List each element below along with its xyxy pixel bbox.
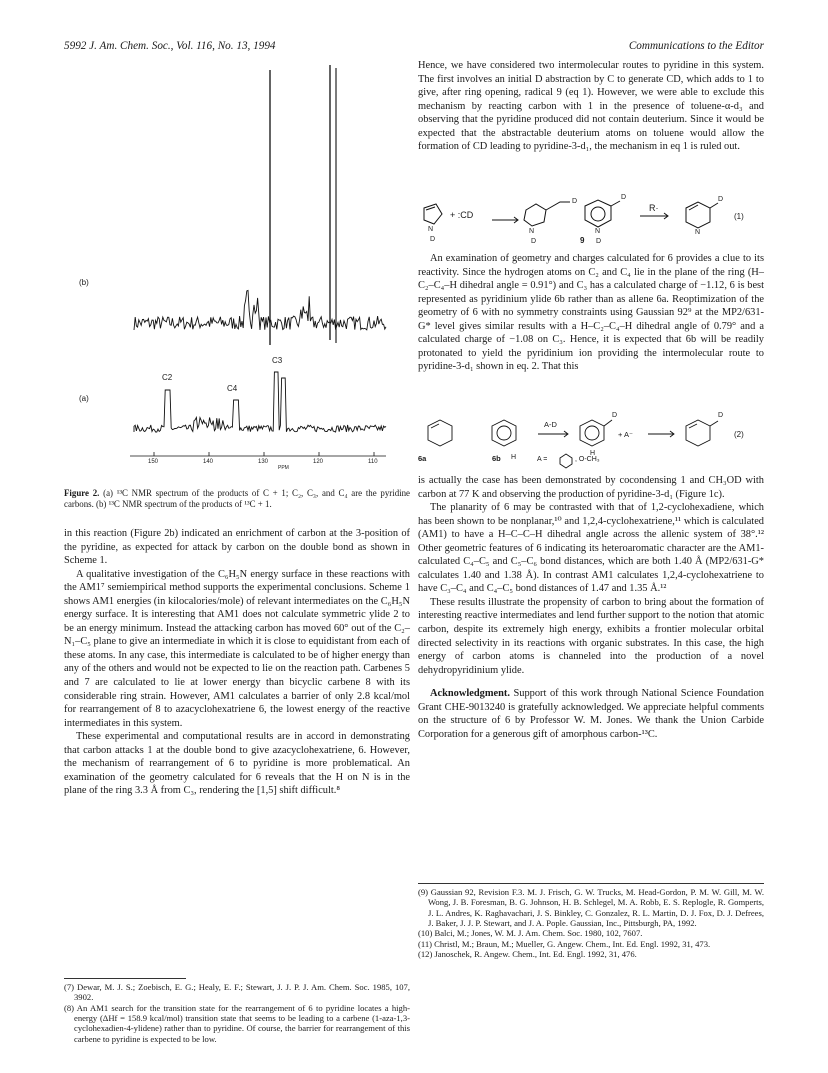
acknowledgment-heading: Acknowledgment.	[430, 688, 510, 700]
equation-1-nitrogen-c: N	[595, 228, 601, 235]
axis-tick-120: 120	[313, 459, 324, 465]
running-header-journal: 5992 J. Am. Chem. Soc., Vol. 116, No. 13, 1994	[64, 40, 276, 52]
left-footnote-rule	[64, 978, 186, 979]
equation-2-number: (2)	[734, 430, 744, 439]
equation-2-deuterium-a: D	[612, 412, 618, 419]
equation-2-hydrogen-b: H	[590, 450, 596, 457]
right-paragraph-3: is actually the case has been demonstrated by cocondensing 1 and CH₃OD with carbon at 77 K and observing the production of pyridine-3-d₁ (Figure 1c).	[418, 475, 764, 500]
acknowledgment	[418, 687, 764, 741]
equation-1-number: (1)	[734, 212, 744, 221]
right-paragraph-1: Hence, we have considered two intermolecular routes to pyridine in this system. The first involves an initial D abstraction by C to generate CD, which adds to 1 to give, after ring opening, radical 9 (eq 1). However, we were able to exclude this mechanism by reacting carbon with 1 in the presence of toluene-α-d₃ and observing that the pyridine produced did not contain deuterium. Since it would be expected that the abstractable deuterium atoms on toluene would allow the formation of CD leading to pyridine-3-d₁, the mechanism in eq 1 is ruled out.	[418, 60, 764, 153]
equation-1-structures	[418, 196, 764, 250]
axis-tick-110: 110	[368, 459, 378, 465]
left-footnotes	[64, 982, 410, 1044]
right-paragraph-2-text: An examination of geometry and charges calculated for 6 provides a clue to its reactivity. Since the hydrogen atoms on C₂ and C₄ lie in the plane of the ring (H–C₂–C₄–H dihedral angle = 0.91°) and C₃ has a calculated charge of −1.12, 6 is best represented as pyridinium ylide 6b rather than as allene 6a. Reoptimization of the geometry of 6 with no symmetry constraints using Gaussian 92⁹ at the MP2/631-G* level gives similar results with a H–C₂–C₄–H dihedral angle of 0.79° and a calculated charge of −1.08 on C₃. Hence, it is expected that 6b will be readily protonated to yield the pyridinium ion providing the intermolecular route to pyridine-3-d₁ shown in eq. 2. That this	[418, 253, 764, 373]
left-column-body	[64, 527, 410, 798]
equation-1-deuterium-a: D	[430, 236, 436, 243]
right-paragraph-5: These results illustrate the propensity of carbon to bring about the formation of interesting reactive intermediates and lend further support to the notion that atomic carbon, despite its extremely high energy, exhibits a frontier molecular orbital directed selectivity in its reactions with organic substrates. In this case, the high energy of carbon atoms is channeled into the production of a novel dehydropyridinium ylide.	[418, 596, 764, 676]
equation-2-a-definition-2: , O-CH₃	[575, 456, 600, 463]
right-footnote-rule	[418, 883, 764, 884]
equation-1-deuterium-e: D	[621, 194, 627, 201]
equation-1-deuterium-b: D	[572, 198, 578, 205]
figure-caption-text: (a) ¹³C NMR spectrum of the products of C + 1; C₂, C₃, and C₄ are the pyridine carbons. (b) ¹³C NMR spectrum of the products of ¹³C + 1.	[64, 488, 410, 509]
equation-2-label-6a: 6a	[418, 454, 427, 463]
right-footnotes	[418, 887, 764, 959]
left-paragraph-3: These experimental and computational results are in accord in demonstrating that carbon attacks 1 at the double bond to give azacyclohexatriene, 6. However, the mechanism of rearrangement of 6 to pyridine is more problematical. An examination of the geometry calculated for 6 reveals that the H on N is in the plane of the ring 3.3 Å from C₃, rendering the [1,5] shift difficult.⁸	[64, 731, 410, 797]
equation-1-nitrogen: N	[428, 226, 434, 233]
acknowledgment-text: Support of this work through National Science Foundation Grant CHE-9013240 is gratefully acknowledged. We appreciate helpful comments on the structure of 6 by Professor W. M. Jones. We thank the Union Carbide Corporation for a generous gift of amorphous carbon-¹³C.	[418, 688, 764, 740]
right-paragraph-4: The planarity of 6 may be contrasted with that of 1,2-cyclohexadiene, which has been shown to be nonplanar,¹⁰ and 1,2,4-cyclohexatriene,¹¹ which is calculated (AM1) to have a H–C–C–H dihedral angle across the allenic system of 38°.¹² Other geometric features of 6 indicating its heteroaromatic character are the AM1-calculated C₄–C₅ and C₅–C₆ bond distances, which are both 1.40 Å (MP2/631-G* calculates 1.40 and 1.38 Å). In contrast AM1 calculates 1,2,4-cyclohexatriene to have C₃–C₄ and C₄–C₅ bond distances of 1.47 and 1.35 Å.¹²	[418, 502, 764, 595]
right-paragraph-2	[418, 252, 764, 374]
figure-caption-label: Figure 2.	[64, 488, 100, 498]
equation-1-nitrogen-d: N	[695, 229, 701, 236]
left-paragraph-1: in this reaction (Figure 2b) indicated an enrichment of carbon at the 3-position of the pyridine, as expected for attack by carbon on the double bond as shown in Scheme 1.	[64, 528, 410, 567]
peak-label-c3: C3	[272, 356, 283, 365]
footnote-10: (10) Balci, M.; Jones, W. M. J. Am. Chem. Soc. 1980, 102, 7607.	[418, 928, 643, 939]
equation-1-reagent: + :CD	[450, 210, 474, 220]
equation-2-a-definition: A =	[537, 456, 548, 463]
right-column-body	[418, 474, 764, 741]
axis-unit-label: PPM	[278, 465, 289, 471]
equation-1-deuterium-d: D	[596, 238, 602, 245]
figure-2	[64, 60, 414, 480]
footnote-7: (7) Dewar, M. J. S.; Zoebisch, E. G.; Healy, E. F.; Stewart, J. J. P. J. Am. Chem. Soc. 1985, 107, 3902.	[64, 982, 410, 1003]
footnote-11: (11) Christl, M.; Braun, M.; Mueller, G. Angew. Chem., Int. Ed. Engl. 1992, 31, 473.	[418, 938, 711, 949]
equation-1-deuterium-c: D	[531, 238, 537, 245]
equation-1	[418, 196, 764, 250]
nmr-spectra-graphic	[64, 60, 414, 480]
ppm-axis	[130, 452, 386, 456]
equation-2-deuterium-b: D	[718, 412, 724, 419]
footnote-12: (12) Janoschek, R. Angew. Chem., Int. Ed. Engl. 1992, 31, 476.	[418, 949, 637, 960]
equation-2-label-6b: 6b	[492, 454, 501, 463]
equation-1-nitrogen-b: N	[529, 228, 535, 235]
running-header-section: Communications to the Editor	[628, 40, 764, 52]
figure-caption	[64, 488, 410, 510]
axis-tick-140: 140	[203, 459, 214, 465]
equation-1-arrow-label: R·	[649, 203, 659, 213]
axis-tick-150: 150	[148, 459, 159, 465]
axis-tick-130: 130	[258, 459, 269, 465]
spectrum-a-label: (a)	[79, 394, 89, 403]
peak-label-c4: C4	[227, 384, 238, 393]
equation-1-compound-9-label: 9	[580, 236, 585, 245]
equation-2-plus-a: + A⁻	[618, 430, 634, 439]
footnote-9: (9) Gaussian 92, Revision F.3. M. J. Frisch, G. W. Trucks, M. Head-Gordon, P. M. W. Gill, M. W. Wong, J. B. Foresman, B. G. Johnson, H. B. Schlegel, M. A. Robb, E. S. Replogle, R. Gomperts, J. L. Andres, K. Raghavachari, J. S. Binkley, C. Gonzalez, R. L. Martin, D. J. Fox, D. J. Defrees, J. Baker, J. J. P. Stewart, and J. A. Pople. Gaussian, Inc., Pittsburgh, PA, 1992.	[418, 887, 764, 929]
peak-label-c2: C2	[162, 373, 173, 382]
equation-2-arrow-label: A-D	[544, 420, 557, 429]
footnote-8: (8) An AM1 search for the transition state for the rearrangement of 6 to pyridine locates a high-energy (ΔHf = 158.9 kcal/mol) transition state that seems to be leading to a carbene (1-aza-1,3-cyclohexadien-4-ylidene) rather than to pyridine. Of course, the barrier for rearrangement of this carbene to pyridine is expected to be low.	[64, 1002, 410, 1044]
spectrum-b-trace	[134, 65, 386, 345]
equation-1-deuterium-f: D	[718, 196, 724, 203]
spectrum-b-label: (b)	[79, 278, 89, 287]
equation-2	[418, 414, 764, 470]
left-paragraph-2: A qualitative investigation of the C₆H₅N energy surface in these reactions with the AM1⁷ semiempirical method supports the experimental conclusions. Scheme 1 shows AM1 energies (in kilocalories/mole) of relevant intermediates on the C₆H₅N energy surface. It is interesting that AM1 does not calculate symmetric ylide 2 to be an energy minimum. Instead the attacking carbon has moved 60° out of the C₂–N₁–C₅ plane to give an intermediate in which it is close to equidistant from each of these atoms. In any case, this intermediate is calculated to be of higher energy than any of the others and would not be expected to lie on the reaction path. Carbenes 5 and 7 are calculated to lie at lower energy than bicyclic carbene 8 with its considerable ring strain. However, AM1 calculates a barrier of only 2.8 kcal/mol for rearrangement of 8 to azacyclohexatriene 6, the lowest energy of the reactive intermediates in this system.	[64, 568, 410, 729]
equation-2-hydrogen-a: H	[511, 454, 517, 461]
